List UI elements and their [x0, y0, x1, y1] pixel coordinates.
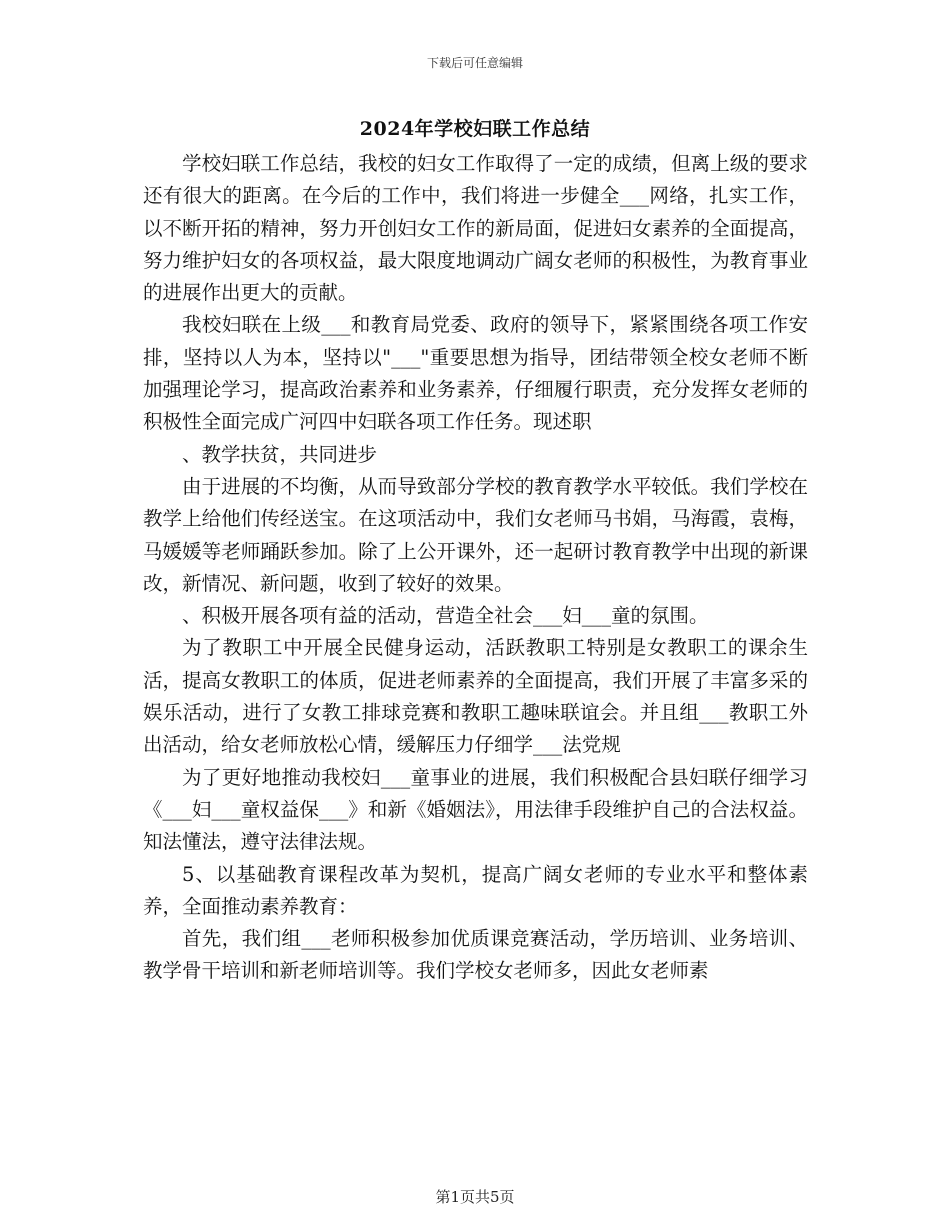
document-title: 2024年学校妇联工作总结 — [359, 118, 591, 140]
section-heading-teaching-aid: 、教学扶贫，共同进步 — [182, 442, 378, 466]
paragraph-intro: 学校妇联工作总结，我校的妇女工作取得了一定的成绩，但离上级的要求还有很大的距离。在今后的工作中，我们将进一步健全___网络，扎实工作，以不断开拓的精神，努力开创妇女工作的新局面，促进妇女素养的全面提高，努力维护妇女的各项权益，最大限度地调动广阔女老师的积极性，为教育事业的进展作出更大的贡献。 — [143, 152, 808, 305]
page-header-note: 下载后可任意编辑 — [426, 56, 523, 70]
paragraph-training: 首先，我们组___老师积极参加优质课竞赛活动，学历培训、业务培训、教学骨干培训和新老师培训等。我们学校女老师多，因此女老师素 — [143, 927, 808, 983]
paragraph-activities: 为了教职工中开展全民健身运动，活跃教职工特别是女教职工的课余生活，提高女教职工的体质，促进老师素养的全面提高，我们开展了丰富多采的娱乐活动，进行了女教工排球竞赛和教职工趣味联谊会。并且组___教职工外出活动，给女老师放松心情，缓解压力仔细学___法党规 — [143, 636, 808, 757]
section-heading-curriculum-reform: 5、以基础教育课程改革为契机，提高广阔女老师的专业水平和整体素养，全面推动素养教育： — [143, 862, 808, 918]
paragraph-teaching-aid: 由于进展的不均衡，从而导致部分学校的教育教学水平较低。我们学校在教学上给他们传经送宝。在这项活动中，我们女老师马书娟，马海霞，袁梅，马媛媛等老师踊跃参加。除了上公开课外，还一起研讨教育教学中出现的新课改，新情况、新问题，收到了较好的效果。 — [143, 474, 808, 595]
document-body — [143, 148, 808, 988]
paragraph-leadership: 我校妇联在上级___和教育局党委、政府的领导下，紧紧围绕各项工作安排，坚持以人为本，坚持以"___"重要思想为指导，团结带领全校女老师不断加强理论学习，提高政治素养和业务素养，仔细履行职责，充分发挥女老师的积极性全面完成广河四中妇联各项工作任务。现述职 — [143, 313, 808, 434]
section-heading-activities: 、积极开展各项有益的活动，营造全社会___妇___童的氛围。 — [182, 604, 709, 628]
page-footer-page-number: 第1页共5页 — [435, 1188, 515, 1206]
paragraph-law-study: 为了更好地推动我校妇___童事业的进展，我们积极配合县妇联仔细学习《___妇___童权益保___》和新《婚姻法》，用法律手段维护自己的合法权益。知法懂法，遵守法律法规。 — [143, 765, 808, 854]
